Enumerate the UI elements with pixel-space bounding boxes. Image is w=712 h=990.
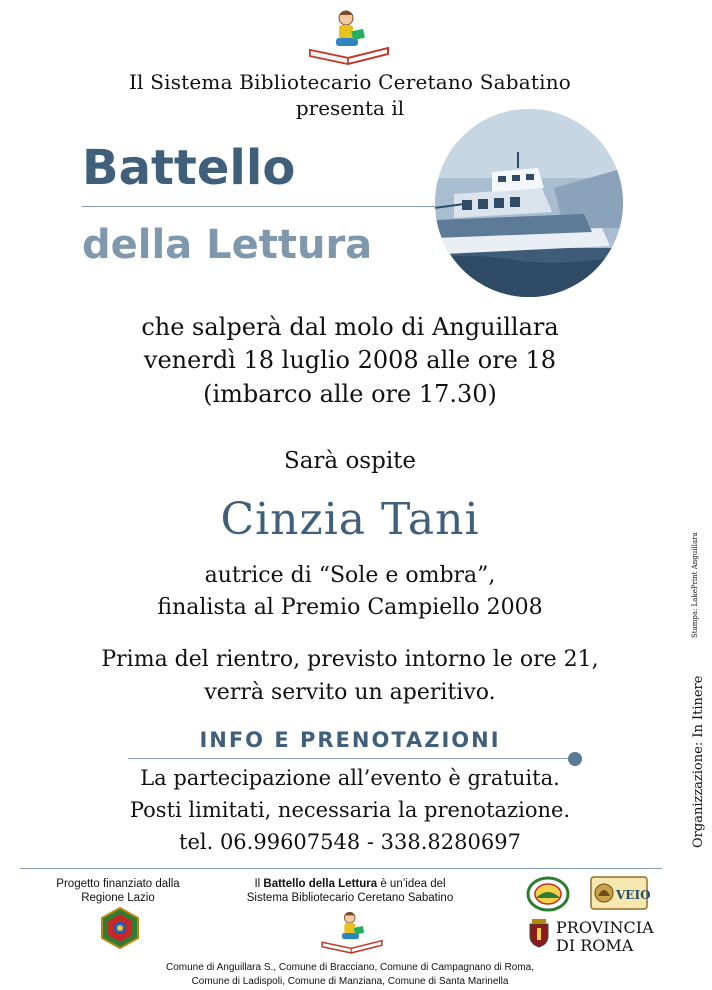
idea-bold: Battello della Lettura	[263, 878, 378, 890]
aperitivo-line-1: Prima del rientro, previsto intorno le ore 21,	[101, 647, 599, 672]
organizer-text: Organizzazione: In Itinere	[691, 675, 706, 848]
presents-text: presenta il	[295, 96, 405, 120]
idea-suffix: è un’idea del	[377, 878, 446, 890]
veio-park-logo-icon	[590, 876, 651, 910]
municipalities-line-1: Comune di Anguillara S., Comune di Bracciano, Comune di Campagnano di Roma,	[166, 962, 534, 973]
provincia-label-line-2: DI ROMA	[556, 936, 634, 955]
guest-book-line-2: finalista al Premio Campiello 2008	[157, 595, 543, 620]
funded-by-line-1: Progetto finanziato dalla	[56, 878, 180, 890]
idea-prefix: Il	[254, 878, 264, 890]
funded-by-line-2: Regione Lazio	[81, 892, 155, 904]
regione-lazio-crest-icon	[98, 906, 142, 950]
provincia-label-line-1: PROVINCIA	[556, 918, 654, 937]
guest-intro: Sarà ospite	[283, 448, 417, 474]
guest-name: Cinzia Tani	[220, 494, 480, 545]
reading-child-logo-small-icon	[316, 906, 388, 960]
info-phone-numbers[interactable]: tel. 06.99607548 - 338.8280697	[179, 830, 521, 854]
event-date-line: venerdì 18 luglio 2008 alle ore 18	[143, 346, 557, 374]
reading-child-logo-icon	[302, 6, 396, 70]
footer-divider	[20, 868, 662, 869]
title-line-1: Battello	[82, 140, 296, 196]
info-heading: INFO E PRENOTAZIONI	[199, 728, 501, 752]
title-divider	[82, 206, 442, 207]
title-line-2: della Lettura	[82, 222, 373, 268]
organization-name: Il Sistema Bibliotecario Ceretano Sabatino	[128, 70, 572, 94]
municipalities-line-2: Comune di Ladispoli, Comune di Manziana, Comune di Santa Marinella	[191, 976, 509, 987]
guest-book-line-1: autrice di “Sole e ombra”,	[204, 563, 496, 588]
info-free-text: La partecipazione all’evento è gratuita.	[140, 766, 560, 790]
info-divider-dot	[568, 752, 582, 766]
printer-text: Stampa: LakePrint Anguillara	[691, 532, 699, 638]
info-limited-text: Posti limitati, necessaria la prenotazione.	[129, 798, 571, 822]
organizer-vertical-text	[682, 640, 712, 850]
provincia-crest-icon	[528, 918, 550, 948]
boat-photo	[434, 108, 624, 298]
aperitivo-line-2: verrà servito un aperitivo.	[204, 680, 496, 705]
printer-vertical-text	[686, 532, 702, 640]
veio-logo-text: VEIO	[616, 888, 651, 902]
project-idea-line-1	[214, 878, 486, 890]
info-divider	[128, 758, 576, 759]
project-idea-line-2: Sistema Bibliotecario Ceretano Sabatino	[246, 892, 454, 904]
sponsor-round-logo-icon	[526, 876, 570, 912]
event-departure-line: che salperà dal molo di Anguillara	[141, 313, 559, 341]
event-boarding-line: (imbarco alle ore 17.30)	[203, 380, 497, 408]
